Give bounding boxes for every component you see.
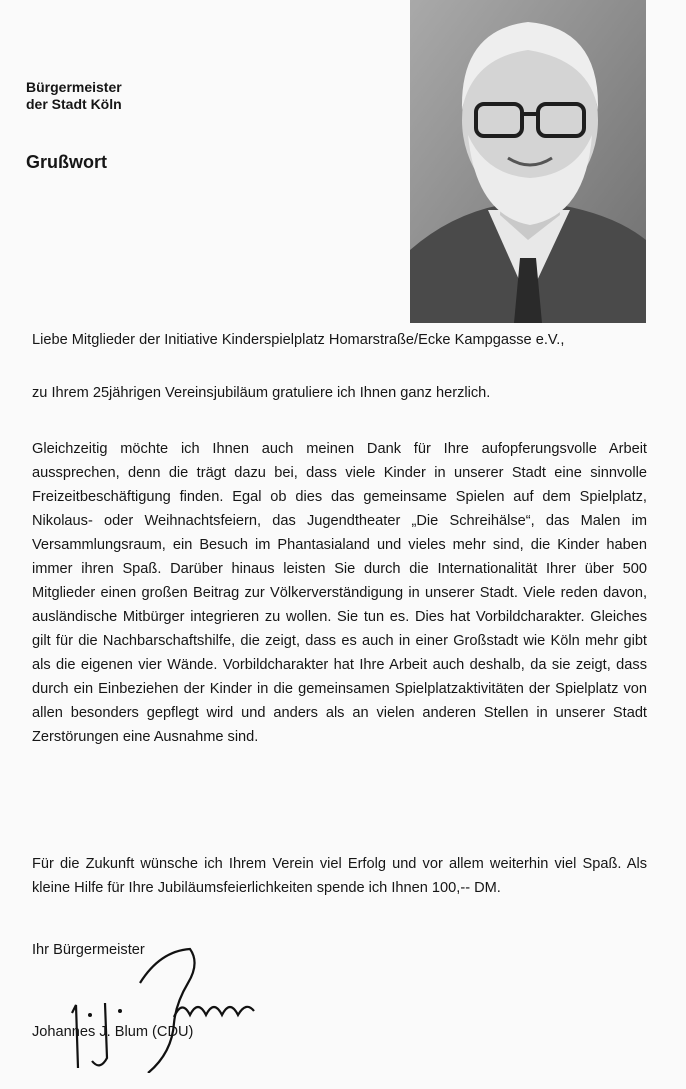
congratulation-line: zu Ihrem 25jährigen Vereinsjubiläum gratuliere ich Ihnen ganz herzlich. [32, 385, 491, 401]
closing-formula: Ihr Bürgermeister [32, 942, 145, 958]
sender-title [26, 79, 396, 113]
document-heading: Grußwort [26, 152, 107, 172]
sender-title-line1: Bürgermeister [26, 79, 122, 95]
portrait-photo [410, 0, 646, 323]
closing-paragraph: Für die Zukunft wünsche ich Ihrem Verein viel Erfolg und vor allem weiterhin viel Spaß. Als kleine Hilfe für Ihre Jubiläumsfeierlichkeiten spende ich Ihnen 100,-- DM. [32, 856, 647, 896]
sender-title-line2: der Stadt Köln [26, 96, 122, 112]
salutation-line: Liebe Mitglieder der Initiative Kinderspielplatz Homarstraße/Ecke Kampgasse e.V., [32, 332, 565, 348]
body-paragraph: Gleichzeitig möchte ich Ihnen auch meinen Dank für Ihre aufopferungsvolle Arbeit aussprechen, denn die trägt dazu bei, dass viele Kinder in unserer Stadt eine sinnvolle Freizeitbeschäftigung finden. Egal ob dies das gemeinsame Spielen auf dem Spielplatz, Nikolaus- oder Weihnachtsfeiern, das Jugendtheater „Die Schreihälse“, das Malen im Versammlungsraum, ein Besuch im Phantasialand und vieles mehr sind, die Kinder haben immer ihren Spaß. Darüber hinaus leisten Sie durch die Internationalität Ihrer über 500 Mitglieder einen großen Beitrag zur Völkerverständigung in unserer Stadt. Viele reden davon, ausländische Mitbürger integrieren zu wollen. Sie tun es. Dies hat Vorbildcharakter. Gleiches gilt für die Nachbarschaftshilfe, die zeigt, dass es auch in einer Großstadt wie Köln mehr gibt als die eigenen vier Wände. Vorbildcharakter hat Ihre Arbeit auch deshalb, da sie zeigt, dass durch ein Einbeziehen der Kinder in die gemeinsamen Spielplatzaktivitäten der Spielplatz von allen besonders gepflegt wird und anders als an vielen anderen Stellen in unserer Stadt Zerstörungen eine Ausnahme sind. [32, 441, 647, 745]
handwritten-signature [50, 943, 280, 1073]
signatory-name: Johannes J. Blum (CDU) [32, 1024, 194, 1040]
